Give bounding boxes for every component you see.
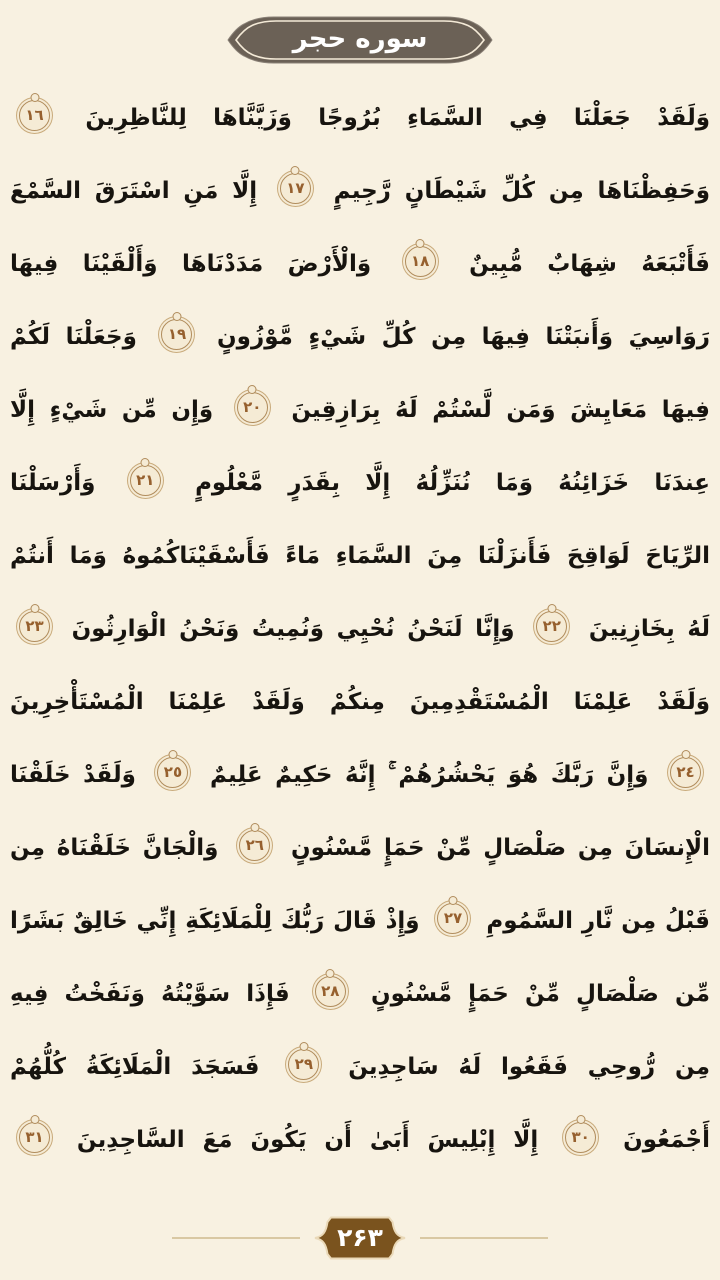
ayah-number-medallion: ٢٨ [315,976,346,1007]
page-number: ۲۶۳ [337,1222,383,1252]
quran-line [10,1104,710,1177]
ayah-text: وَإِذْ قَالَ رَبُّكَ لِلْمَلَائِكَةِ إِنِّي خَالِقٌ بَشَرًا [10,908,429,934]
ayah-number-medallion: ١٩ [161,319,192,350]
ayah-number-medallion: ٢٣ [19,611,50,642]
ayah-text: وَلَقَدْ خَلَقْنَا [10,762,149,788]
quran-line [10,301,710,374]
ayah-text: وَالْأَرْضَ مَدَدْنَاهَا وَأَلْقَيْنَا فِيهَا [10,251,396,277]
ayah-text: فَأَتْبَعَهُ شِهَابٌ مُّبِينٌ [444,251,710,277]
quran-line [10,593,710,666]
quran-line [10,885,710,958]
mushaf-text[interactable] [10,82,710,1177]
quran-line [10,958,710,1031]
ayah-text: وَجَعَلْنَا لَكُمْ [10,324,153,350]
ayah-text: فَإِذَا سَوَّيْتُهُ وَنَفَخْتُ فِيهِ [10,981,306,1007]
ayah-text: قَبْلُ مِن نَّارِ السَّمُومِ [477,908,710,934]
ayah-text: وَلَقَدْ عَلِمْنَا الْمُسْتَقْدِمِينَ مِنكُمْ وَلَقَدْ عَلِمْنَا الْمُسْتَأْخِرِينَ [10,689,710,715]
ayah-number-medallion: ٢٤ [670,757,701,788]
ayah-number-medallion: ١٦ [19,100,50,131]
ayah-text: لَهُ بِخَازِنِينَ [576,616,710,642]
surah-title-banner [0,12,720,68]
ayah-number-medallion: ٢٢ [536,611,567,642]
ayah-text: وَحَفِظْنَاهَا مِن كُلِّ شَيْطَانٍ رَّجِيمٍ [319,178,710,204]
ayah-text: أَجْمَعُونَ [605,1127,710,1153]
footer-rule-left [172,1237,300,1239]
ayah-text: إِلَّا إِبْلِيسَ أَبَىٰ أَن يَكُونَ مَعَ السَّاجِدِينَ [59,1127,557,1153]
page-footer [0,1212,720,1264]
ayah-text: الرِّيَاحَ لَوَاقِحَ فَأَنزَلْنَا مِنَ السَّمَاءِ مَاءً فَأَسْقَيْنَاكُمُوهُ وَمَا أَنتُمْ [10,543,710,569]
ayah-text: وَلَقَدْ جَعَلْنَا فِي السَّمَاءِ بُرُوجًا وَزَيَّنَّاهَا لِلنَّاظِرِينَ [59,105,710,131]
page-number-badge [312,1212,408,1264]
ayah-number-medallion: ٢١ [130,465,161,496]
ayah-text: الْإِنسَانَ مِن صَلْصَالٍ مِّنْ حَمَإٍ مَّسْنُونٍ [279,835,710,861]
quran-line [10,374,710,447]
ayah-text: إِلَّا مَنِ اسْتَرَقَ السَّمْعَ [10,178,271,204]
footer-rule-right [420,1237,548,1239]
ayah-number-medallion: ٢٩ [288,1049,319,1080]
ayah-text: مِّن صَلْصَالٍ مِّنْ حَمَإٍ مَّسْنُونٍ [354,981,710,1007]
ayah-number-medallion: ٢٥ [157,757,188,788]
quran-line [10,155,710,228]
ayah-text: وَإِنَّا لَنَحْنُ نُحْيِي وَنُمِيتُ وَنَحْنُ الْوَارِثُونَ [59,616,528,642]
surah-title: سوره حجر [292,24,428,54]
ayah-text: عِندَنَا خَزَائِنُهُ وَمَا نُنَزِّلُهُ إِلَّا بِقَدَرٍ مَّعْلُومٍ [169,470,710,496]
quran-line [10,82,710,155]
quran-line [10,447,710,520]
ayah-number-medallion: ١٨ [405,246,436,277]
ayah-number-medallion: ٢٧ [437,903,468,934]
ayah-text: وَأَرْسَلْنَا [10,470,121,496]
quran-line [10,1031,710,1104]
ayah-number-medallion: ٢٦ [239,830,270,861]
quran-line [10,812,710,885]
ayah-number-medallion: ٢٠ [237,392,268,423]
quran-line [10,739,710,812]
ayah-text: فَسَجَدَ الْمَلَائِكَةُ كُلُّهُمْ [10,1054,280,1080]
ayah-text: رَوَاسِيَ وَأَنبَتْنَا فِيهَا مِن كُلِّ شَيْءٍ مَّوْزُونٍ [201,324,710,350]
ayah-number-medallion: ٣٠ [565,1122,596,1153]
ayah-text: وَإِنَّ رَبَّكَ هُوَ يَحْشُرُهُمْ ۚ إِنَّهُ حَكِيمٌ عَلِيمٌ [197,762,661,788]
ayah-text: وَالْجَانَّ خَلَقْنَاهُ مِن [10,835,231,861]
ayah-text: وَإِن مِّن شَيْءٍ إِلَّا [10,397,228,423]
banner [222,12,498,68]
ayah-number-medallion: ١٧ [280,173,311,204]
quran-line [10,520,710,593]
quran-line [10,666,710,739]
quran-line [10,228,710,301]
ayah-text: فِيهَا مَعَايِشَ وَمَن لَّسْتُمْ لَهُ بِرَازِقِينَ [276,397,710,423]
ayah-text: مِن رُّوحِي فَقَعُوا لَهُ سَاجِدِينَ [328,1054,710,1080]
ayah-number-medallion: ٣١ [19,1122,50,1153]
